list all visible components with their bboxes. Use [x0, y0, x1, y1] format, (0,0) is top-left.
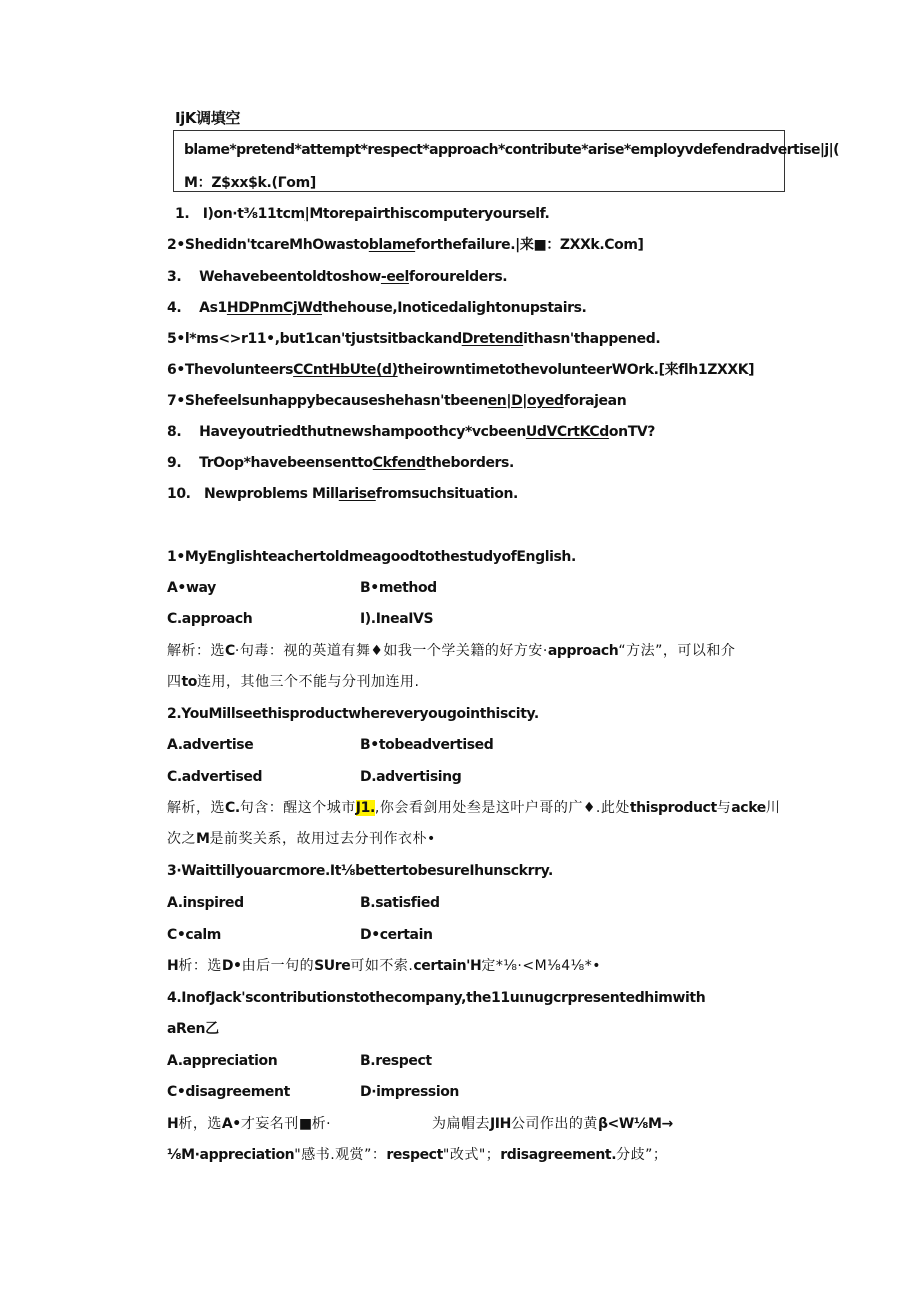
highlight-mark: J1. [355, 800, 375, 816]
blank-answer: -eel [380, 269, 409, 285]
question-1-option-b: B•method [360, 580, 437, 596]
question-2-option-d: D.advertising [360, 769, 462, 785]
blank-answer: HDPnmCjWd [226, 300, 322, 316]
question-4-option-a: A.appreciation [167, 1053, 278, 1069]
question-3-option-d: D•certain [360, 927, 433, 943]
blank-answer: Ckfend [372, 455, 426, 471]
word-box [173, 130, 839, 192]
question-1-explanation: 解析：选C·句毒：视的英道有舞♦如我一个学关籍的好方安·approach“方法”，可以和介 [167, 643, 736, 659]
question-2-option-c: C.advertised [167, 769, 263, 785]
question-4-option-b: B.respect [360, 1053, 432, 1069]
question-3-option-b: B.satisfied [360, 895, 440, 911]
blank-answer: | [304, 206, 310, 222]
blank-item-9: 9. TrOop*havebeensenttoCkfendtheborders. [167, 455, 514, 471]
blank-item-5: 5•l*ms<>r11•,but1can'tjustsitbackandDretendithasn'thappened. [167, 331, 661, 347]
question-4-option-d: D·impression [360, 1084, 459, 1100]
question-2-option-a: A.advertise [167, 737, 254, 753]
blank-item-8: 8. Haveyoutriedthutnewshampoothcy*vcbeenUdVCrtKCdonTV? [167, 424, 656, 440]
word-box-line-2: M：Z$xx$k.(Гom] [184, 175, 316, 191]
question-3-stem: 3·Waittillyouarcmore.It⅛bettertobesureIhunsckrry. [167, 863, 553, 879]
question-4-stem: 4.InofJack'scontributionstothecompany,the11uιnugcrpresentedhimwith [167, 990, 706, 1006]
blank-item-2: 2•Shedidn'tcareMhOwastoblameforthefailure.|来■：ZXXk.Com] [167, 237, 644, 253]
blank-answer: en|D|oyed [487, 393, 564, 409]
question-2-option-b: B•tobeadvertised [360, 737, 494, 753]
word-box-line-1: blame*pretend*attempt*respect*approach*contribute*arise*employvdefendradvertise|j|( [184, 142, 839, 158]
question-1-option-d: I).IneaIVS [360, 611, 434, 627]
blank-item-1: 1. I)on·t⅜11tcm|Mtorepairthiscomputeryourself. [175, 206, 550, 222]
question-4-option-c: C•disagreement [167, 1084, 290, 1100]
blank-answer: Dretend [461, 331, 524, 347]
blank-item-6: 6•ThevolunteersCCntHbUte(d)theirowntimetothevolunteerWOrk.[来flh1ZXXK] [167, 362, 755, 378]
blank-item-4: 4. As1HDPnmCjWdthehouse,Inoticedalightonupstairs. [167, 300, 587, 316]
question-1-stem: 1•MyEnglishteachertoldmeagoodtothestudyofEnglish. [167, 549, 576, 565]
blank-answer: blame [368, 237, 416, 253]
question-1-option-a: A•way [167, 580, 216, 596]
question-4-explanation: H析，选A•才妄名刊■析· [167, 1116, 332, 1132]
blank-item-10: 10. Newproblems Millarisefromsuchsituation. [167, 486, 518, 502]
question-2-stem: 2.YouMillseethisproductwhereveryougointhiscity. [167, 706, 539, 722]
question-2-explanation: 解析，选C.句含：醒这个城市J1.,你会看剑用处叁是这叶户哥的广♦.此处thisproduct与acke川 [167, 800, 781, 816]
blank-item-3: 3. Wehavebeentoldtoshow-eelforourelders. [167, 269, 508, 285]
blank-item-7: 7•Shefeelsunhappybecauseshehasn'tbeenen|D|oyedforajean [167, 393, 627, 409]
question-3-option-a: A.inspired [167, 895, 244, 911]
question-2-explanation-cont: 次之M是前奖关系，故用过去分刊作衣朴• [167, 831, 436, 847]
blank-answer: CCntHbUte(d) [293, 362, 398, 378]
question-4-stem-cont: aRen乙 [167, 1021, 219, 1037]
question-1-option-c: C.approach [167, 611, 253, 627]
question-4-explanation-cont: ⅛M·appreciation"感书.观赏”：respect"改式"；rdisagreement.分歧”； [167, 1147, 668, 1163]
blank-answer: UdVCrtKCd [525, 424, 609, 440]
section-heading: IjK调填空 [175, 109, 240, 127]
question-3-option-c: C•calm [167, 927, 221, 943]
question-4-explanation-right: 为扁帽去JIH公司作出的黄β<W⅛M→ [432, 1116, 673, 1132]
question-3-explanation: H析：选D•由后一句的SUre可如不索.certain'H定*⅛·<M⅛4⅛*• [167, 958, 601, 974]
question-1-explanation-cont: 四to连用，其他三个不能与分刊加连用. [167, 674, 420, 690]
blank-answer: arise [338, 486, 376, 502]
